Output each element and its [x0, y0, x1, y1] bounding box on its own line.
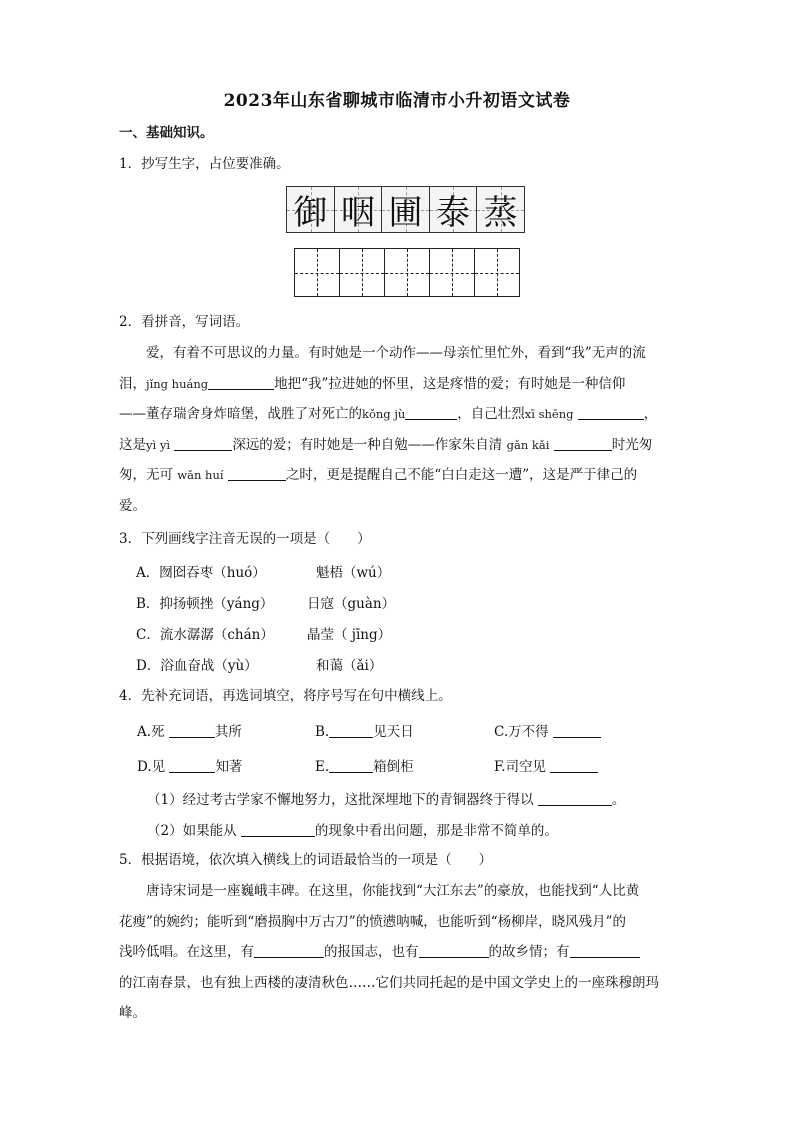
writing-cell[interactable] [384, 248, 430, 297]
idiom-b: B. 见天日 [315, 724, 414, 740]
question-4: 4．先补充词语，再选词填空，将序号写在句中横线上。 [119, 688, 452, 704]
option-b-word2: 日寇（guàn） [307, 596, 396, 612]
answer-blank[interactable] [538, 791, 612, 806]
answer-blank[interactable] [169, 723, 215, 738]
answer-blank[interactable] [419, 943, 489, 958]
char-box: 蒸 [476, 186, 525, 233]
sentence-1: （1）经过考古学家不懈地努力，这批深埋地下的青铜器终于得以 。 [147, 792, 626, 808]
answer-blank[interactable] [254, 943, 324, 958]
answer-blank[interactable] [169, 758, 215, 773]
option-c[interactable]: C．流水潺潺（chán） [136, 627, 274, 643]
option-d[interactable]: D．浴血奋战（yù） [136, 658, 258, 674]
char-box: 圃 [381, 186, 430, 233]
option-a[interactable]: A．囫囵吞枣（huó） [136, 565, 266, 581]
question-5: 5．根据语境，依次填入横线上的词语最恰当的一项是（ ） [119, 852, 493, 868]
sentence-2: （2）如果能从 的现象中看出问题，那是非常不简单的。 [147, 823, 558, 839]
answer-blank[interactable] [208, 375, 274, 390]
answer-blank[interactable] [174, 436, 232, 451]
section-heading: 一、基础知识。 [119, 125, 214, 141]
writing-cell[interactable] [294, 248, 340, 297]
idiom-c: C.万不得 [494, 720, 601, 740]
page-title: 2023年山东省聊城市临清市小升初语文试卷 [223, 91, 571, 111]
answer-blank[interactable] [554, 436, 612, 451]
question-2-passage: 爱，有着不可思议的力量。有时她是一个动作——母亲忙里忙外，看到“我”无声的流 泪，jǐng huáng 地把“我”拉进她的怀里，这是疼惜的爱；有时她是一种信仰 ——董存瑞舍身炸暗堡，战胜了对死亡的kǒng jù ，自己壮烈xī shēng ， 这是yì yì 深远的爱；有时她是一种自勉——作家朱自清 gǎn kǎi 时光匆 匆，无可 wǎn huí 之时，更是提醒自己不能“白白走这一遭”，这是严于律己的 爱。 [119, 345, 658, 514]
question-1: 1．抄写生字，占位要准确。 [119, 156, 290, 172]
answer-blank[interactable] [405, 405, 457, 420]
writing-cell[interactable] [474, 248, 520, 297]
idiom-e: E. 箱倒柜 [315, 759, 414, 775]
answer-blank[interactable] [329, 723, 373, 738]
answer-blank[interactable] [241, 822, 315, 837]
option-d-word2: 和蔼（ǎi） [316, 658, 383, 674]
option-b[interactable]: B．抑扬顿挫（yáng） [136, 596, 274, 612]
idiom-d: D.见 知著 [137, 759, 243, 775]
question-3: 3．下列画线字注音无误的一项是（ ） [119, 531, 371, 547]
answer-blank[interactable] [329, 758, 373, 773]
char-box: 泰 [429, 186, 478, 233]
option-c-word2: 晶莹（ jīng） [307, 627, 392, 643]
writing-cell[interactable] [339, 248, 385, 297]
question-5-passage: 唐诗宋词是一座巍峨丰碑。在这里，你能找到“大江东去”的豪放，也能找到“人比黄 花瘦”的婉约；能听到“磨损胸中万古刀”的愤懑呐喊，也能听到“杨柳岸，晓风残月”的 浅吟低唱。在这里，有 的报国志，也有 的故乡情；有 的江南春景，也有独上西楼的凄清秋色……它们共同托起的是中国文学史上的一座珠穆朗玛 峰。 [119, 883, 659, 1021]
answer-blank[interactable] [550, 758, 598, 773]
question-2: 2．看拼音，写词语。 [119, 314, 250, 330]
char-box: 御 [286, 186, 335, 233]
answer-blank[interactable] [570, 943, 640, 958]
answer-blank[interactable] [228, 466, 286, 481]
character-boxes [286, 186, 524, 233]
char-box: 咽 [334, 186, 383, 233]
option-a-word2: 魁梧（wú） [316, 565, 391, 581]
answer-blank[interactable] [553, 723, 601, 738]
writing-grid[interactable] [294, 248, 519, 297]
idiom-f: F.司空见 [494, 755, 598, 775]
idiom-a: A.死 其所 [137, 724, 242, 740]
writing-cell[interactable] [429, 248, 475, 297]
answer-blank[interactable] [578, 405, 644, 420]
